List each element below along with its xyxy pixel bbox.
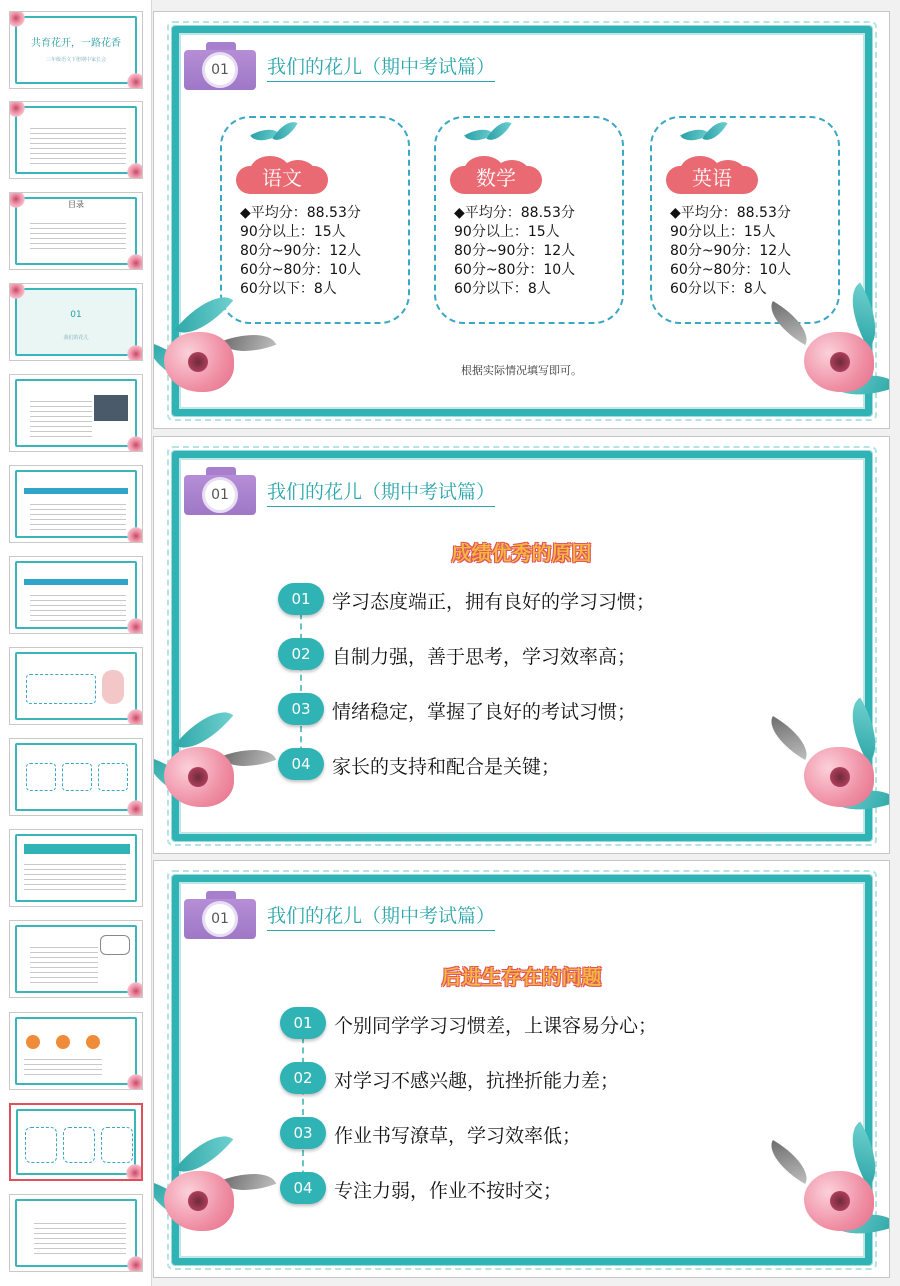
stat-line: 80分~90分：12人: [670, 243, 792, 259]
item-number-badge: 02: [280, 1062, 326, 1094]
camera-icon: [184, 891, 256, 941]
slide-thumbnail-2[interactable]: [9, 101, 143, 179]
stat-line: 90分以上：15人: [240, 224, 346, 240]
thumbnail-text-lines: [30, 943, 98, 983]
section-number: 01: [202, 477, 238, 513]
thumbnail-text-lines: [34, 1219, 126, 1257]
flower-decoration: [127, 527, 143, 543]
thumbnail-text-lines: [24, 860, 126, 892]
list-item: [278, 638, 758, 672]
stat-line: 60分~80分：10人: [240, 262, 362, 278]
slide-thumbnail-12[interactable]: [9, 1012, 143, 1090]
slide-thumbnail-13[interactable]: [9, 1103, 143, 1181]
thumbnail-title: 目录: [68, 200, 84, 209]
subject-name: 语文: [262, 166, 302, 190]
thumbnail-title: 01: [70, 310, 82, 320]
item-number-badge: 02: [278, 638, 324, 670]
stat-line: 60分~80分：10人: [454, 262, 576, 278]
thumbnail-text-lines: [30, 219, 126, 253]
leaf-icon: [486, 116, 511, 146]
thumbnail-photo: [94, 395, 128, 421]
leaf-icon: [272, 116, 297, 146]
slide-thumbnail-10[interactable]: [9, 829, 143, 907]
section-number: 01: [202, 52, 238, 88]
flower-decoration-right: [764, 292, 890, 422]
item-number-badge: 01: [280, 1007, 326, 1039]
item-text: 情绪稳定，掌握了良好的考试习惯；: [332, 701, 637, 723]
cloud-label: [236, 156, 328, 196]
flower-decoration-left: [154, 1131, 284, 1261]
slide-thumbnail-11[interactable]: [9, 920, 143, 998]
flower-decoration: [126, 1164, 143, 1181]
flower-decoration: [127, 618, 143, 634]
thumbnail-text-lines: [30, 500, 126, 530]
list-item: [278, 693, 758, 727]
flower-decoration-right: [764, 707, 890, 837]
thumbnail-text-lines: [30, 591, 126, 621]
flower-decoration-left: [154, 292, 284, 422]
thumbnail-text-lines: [30, 124, 126, 164]
stat-line: 90分以上：15人: [454, 224, 560, 240]
cloud-label: [666, 156, 758, 196]
slide-thumbnail-4[interactable]: [9, 283, 143, 361]
thumbnail-title: 共育花开，一路花香: [31, 38, 121, 49]
stat-line: 90分以上：15人: [670, 224, 776, 240]
stat-line: 60分以下：8人: [240, 281, 337, 297]
stat-line: 60分以下：8人: [454, 281, 551, 297]
slide-thumbnail-5[interactable]: [9, 374, 143, 452]
footer-note: 根据实际情况填写即可。: [461, 364, 582, 377]
list-item: [278, 748, 758, 782]
subject-name: 数学: [476, 166, 516, 190]
stat-line: 60分~80分：10人: [670, 262, 792, 278]
item-text: 作业书写潦草，学习效率低；: [334, 1125, 582, 1147]
flower-decoration: [127, 254, 143, 270]
slide-1[interactable]: [153, 11, 890, 429]
camera-icon: [184, 467, 256, 517]
stat-line: ◆平均分：88.53分: [454, 205, 575, 221]
section-heading: 成绩优秀的原因: [451, 541, 592, 565]
flower-decoration-left: [154, 707, 284, 837]
stat-line: ◆平均分：88.53分: [240, 205, 361, 221]
item-text: 自制力强，善于思考，学习效率高；: [332, 646, 637, 668]
flower-decoration: [127, 163, 143, 179]
flower-decoration: [127, 1256, 143, 1272]
stat-line: 60分以下：8人: [670, 281, 767, 297]
list-item: [280, 1062, 760, 1096]
flower-decoration: [127, 436, 143, 452]
list-item: [280, 1117, 760, 1151]
camera-icon: [184, 42, 256, 92]
thumbnail-text-lines: [24, 1055, 102, 1075]
slide-thumbnail-14[interactable]: [9, 1194, 143, 1272]
slide-title: 我们的花儿（期中考试篇）: [267, 477, 495, 507]
flower-decoration: [127, 73, 143, 89]
item-text: 专注力弱，作业不按时交；: [334, 1180, 563, 1202]
thumbnail-text-lines: [30, 397, 92, 437]
flower-decoration: [127, 1074, 143, 1090]
slide-2[interactable]: [153, 436, 890, 854]
flower-decoration-right: [764, 1131, 890, 1261]
list-item: [278, 583, 758, 617]
section-heading: 后进生存在的问题: [441, 965, 602, 989]
leaf-icon: [702, 116, 727, 146]
flower-decoration: [127, 982, 143, 998]
list-item: [280, 1007, 760, 1041]
slide-thumbnail-6[interactable]: [9, 465, 143, 543]
subject-name: 英语: [692, 166, 732, 190]
stat-line: ◆平均分：88.53分: [670, 205, 791, 221]
item-text: 个别同学学习习惯差，上课容易分心；: [334, 1015, 658, 1037]
item-text: 家长的支持和配合是关键；: [332, 756, 561, 778]
flower-decoration: [127, 709, 143, 725]
stat-line: 80分~90分：12人: [240, 243, 362, 259]
item-text: 对学习不感兴趣，抗挫折能力差；: [334, 1070, 620, 1092]
slide-title: 我们的花儿（期中考试篇）: [267, 52, 495, 82]
flower-decoration: [127, 345, 143, 361]
slide-thumbnail-1[interactable]: [9, 11, 143, 89]
thumbnail-subtitle: 三年级语文下册期中家长会: [45, 57, 106, 63]
list-item: [280, 1172, 760, 1206]
slide-title: 我们的花儿（期中考试篇）: [267, 901, 495, 931]
item-number-badge: 03: [278, 693, 324, 725]
stat-line: 80分~90分：12人: [454, 243, 576, 259]
section-number: 01: [202, 901, 238, 937]
slide-thumbnail-8[interactable]: [9, 647, 143, 725]
slide-thumbnail-3[interactable]: [9, 192, 143, 270]
problem-list: [280, 1007, 780, 1227]
subject-card-math: [434, 116, 624, 324]
reason-list: [278, 583, 778, 803]
flower-decoration: [127, 800, 143, 816]
slide-thumbnail-7[interactable]: [9, 556, 143, 634]
slide-thumbnail-9[interactable]: [9, 738, 143, 816]
item-number-badge: 01: [278, 583, 324, 615]
item-number-badge: 04: [280, 1172, 326, 1204]
thumbnail-subtitle: 我们的花儿: [63, 335, 89, 341]
item-number-badge: 04: [278, 748, 324, 780]
item-number-badge: 03: [280, 1117, 326, 1149]
item-text: 学习态度端正，拥有良好的学习习惯；: [332, 591, 656, 613]
cloud-label: [450, 156, 542, 196]
slide-3[interactable]: [153, 860, 890, 1278]
slide-thumbnail-panel: [0, 0, 152, 1286]
